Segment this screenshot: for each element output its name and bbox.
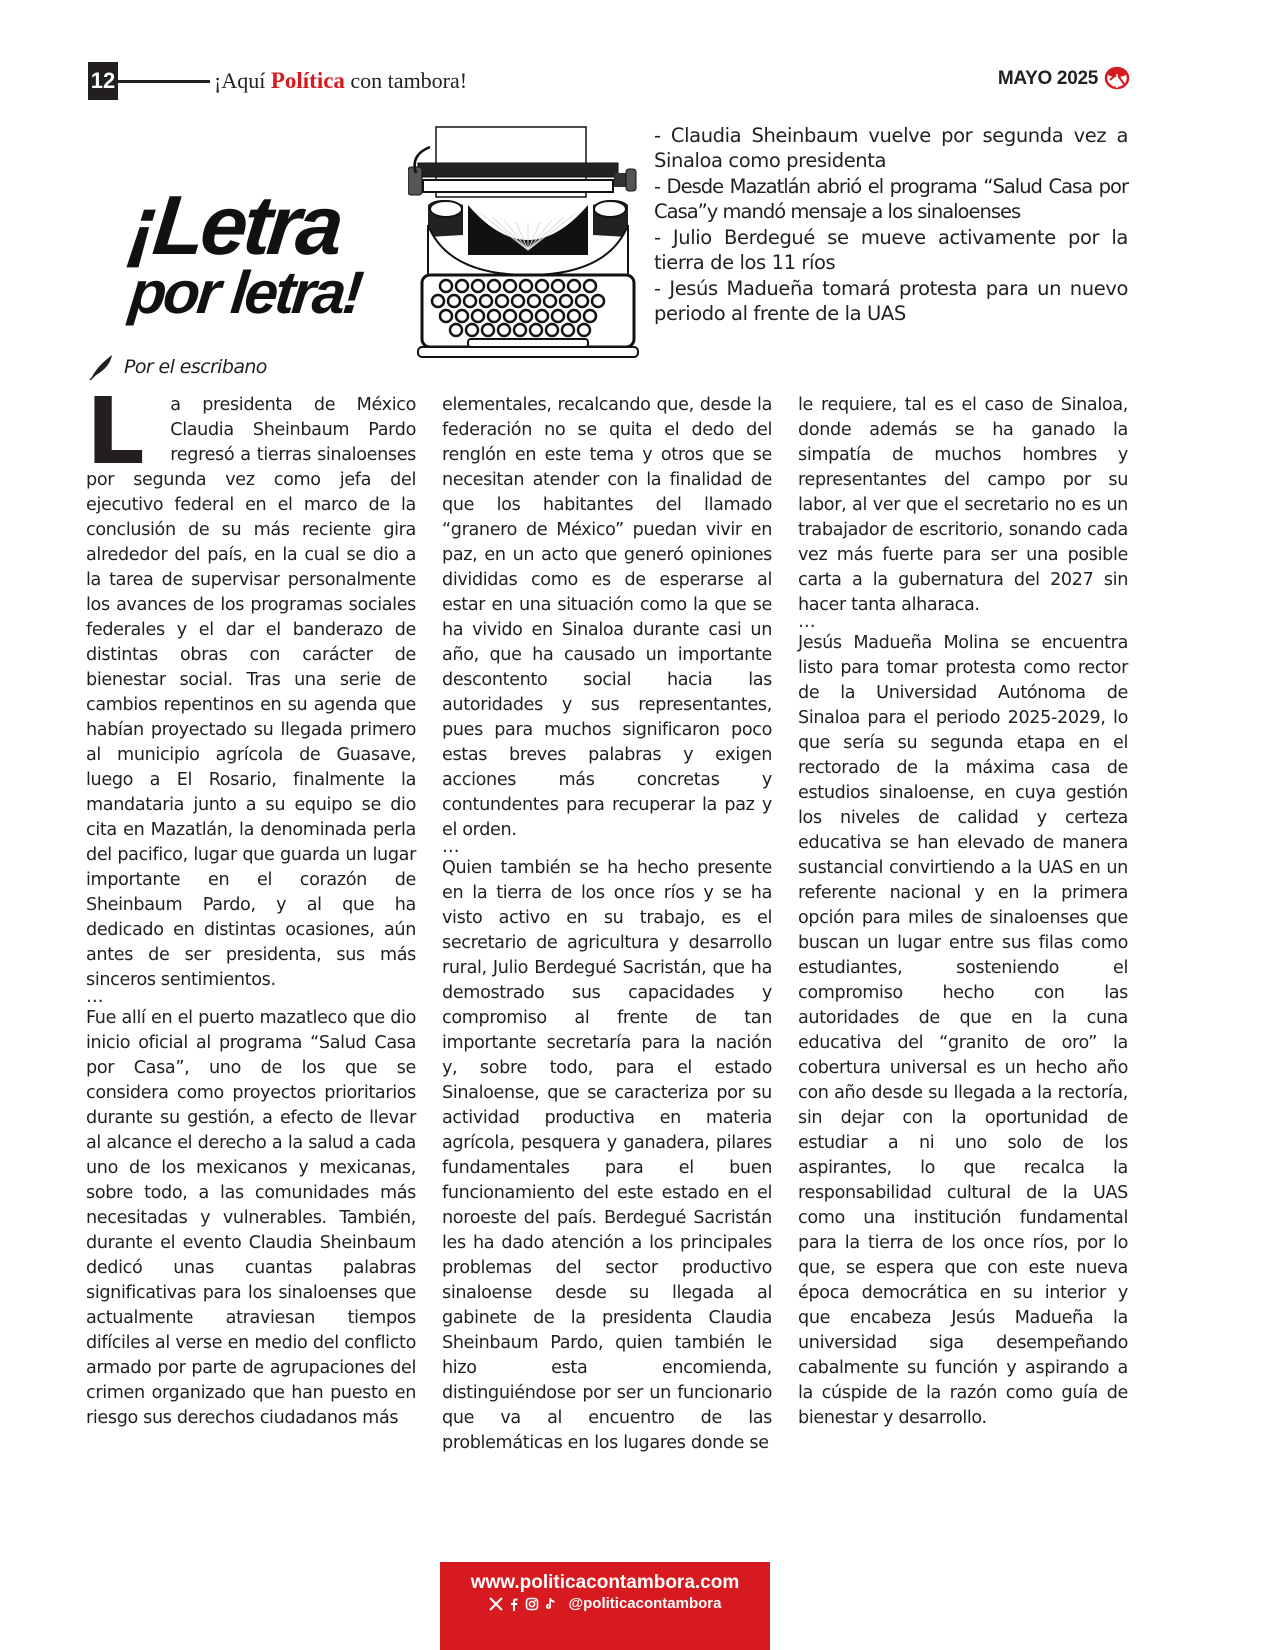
byline-author: Por el escribano <box>124 356 267 378</box>
header-rule <box>118 80 210 83</box>
x-icon[interactable] <box>489 1597 503 1611</box>
page-header <box>88 62 1140 102</box>
social-handle[interactable]: @politicacontambora <box>568 1595 722 1612</box>
slogan-pre: ¡Aquí <box>214 68 266 93</box>
section-separator: … <box>442 837 461 857</box>
section-title-line1: ¡Letra <box>125 178 345 272</box>
section-title <box>125 178 430 326</box>
article-column-1 <box>86 378 416 1431</box>
drop-cap: L <box>86 378 145 485</box>
slogan-post: con tambora! <box>350 68 468 93</box>
typewriter-illustration <box>408 125 648 360</box>
publication-slogan <box>214 66 467 96</box>
summary-item: - Jesús Madueña tomará protesta para un nuevo periodo al frente de la UAS <box>654 277 1128 325</box>
website-link[interactable]: www.politicacontambora.com <box>470 1572 740 1593</box>
paragraph: Fue allí en el puerto mazatleco que dio inicio oficial al programa “Salud Casa por Casa”, uno de los que se considera como proyectos prioritarios durante su gestión, a efecto de llevar al alcance el derecho a la salud a cada uno de los mexicanos y mexicanas, sobre todo, a las comunidades más necesitadas y vulnerables. También, durante el evento Claudia Sheinbaum dedicó unas cuantas palabras significativas para los sinaloenses que actualmente atraviesan tiempos difíciles al verse en medio del conflicto armado por parte de agrupaciones del crimen organizado que han puesto en riesgo sus derechos ciudadanos más <box>86 1008 416 1428</box>
footer-banner <box>440 1562 770 1650</box>
social-row <box>440 1594 770 1614</box>
section-separator: … <box>798 612 817 632</box>
article-body <box>86 378 1128 1453</box>
tambora-logo-icon <box>1102 62 1132 92</box>
paragraph <box>86 378 416 993</box>
article-column-2 <box>442 393 772 1456</box>
page-number: 12 <box>88 62 118 100</box>
section-title-line2: por letra! <box>126 259 364 326</box>
article-column-3 <box>798 393 1128 1431</box>
slogan-brand: Política <box>270 68 345 93</box>
summary-item: - Julio Berdegué se mueve activamente por la tierra de los 11 ríos <box>654 226 1128 274</box>
paragraph-text: a presidenta de México Claudia Sheinbaum Pardo regresó a tierras sinaloenses por segunda vez como jefa del ejecutivo federal en el marco de la conclusión de su más reciente gira alrededor del país, en la cual se dio a la tarea de supervisar personalmente los avances de los programas sociales federales y el dar el banderazo de distintas obras con carácter de bienestar social. Tras una serie de cambios repentinos en su agenda que habían proyectado su llegada primero al municipio agrícola de Guasave, luego a El Rosario, finalmente la mandataria junto a su equipo se dio cita en Mazatlán, la denominada perla del pacifico, lugar que guarda un lugar importante en el corazón de Sheinbaum Pardo, y al que ha dedicado en distintas ocasiones, aún antes de ser presidenta, sus más sinceros sentimientos. <box>86 395 416 990</box>
paragraph: Quien también se ha hecho presente en la tierra de los once ríos y se ha visto activo en su trabajo, es el secretario de agricultura y desarrollo rural, Julio Berdegué Sacristán, que ha demostrado sus capacidades y compromiso al frente de tan importante secretaría para la nación y, sobre todo, para el estado Sinaloense, que se caracteriza por su actividad productiva en materia agrícola, pesquera y ganadera, pilares fundamentales para el buen funcionamiento del este estado en el noroeste del país. Berdegué Sacristán les ha dado atención a los principales problemas del sector productivo sinaloense desde su llegada al gabinete de la presidenta Claudia Sheinbaum Pardo, quien también le hizo esta encomienda, distinguiéndose por ser un funcionario que va al encuentro de las problemáticas en los lugares donde se <box>442 858 772 1453</box>
section-separator: … <box>86 987 105 1007</box>
summary-list <box>654 123 1128 327</box>
facebook-icon[interactable] <box>507 1597 521 1611</box>
paragraph: le requiere, tal es el caso de Sinaloa, donde además se ha ganado la simpatía de muchos hombres y representantes del campo por su labor, al ver que el secretario no es un trabajador de escritorio, sonando cada vez más fuerte para ser una posible carta a la gubernatura del 2027 sin hacer tanta alharaca. <box>798 395 1128 615</box>
quill-icon <box>88 353 116 381</box>
instagram-icon[interactable] <box>525 1597 539 1611</box>
summary-item: - Claudia Sheinbaum vuelve por segunda vez a Sinaloa como presidenta <box>654 124 1128 172</box>
summary-item: - Desde Mazatlán abrió el programa “Salud Casa por Casa”y mandó mensaje a los sinaloenses <box>654 175 1128 223</box>
issue-date: MAYO 2025 <box>997 68 1098 89</box>
paragraph: Jesús Madueña Molina se encuentra listo para tomar protesta como rector de la Universidad Autónoma de Sinaloa para el periodo 2025-2029, lo que sería su segunda etapa en el rectorado de la máxima casa de estudios sinaloense, en cuya gestión los niveles de calidad y certeza educativa se han elevado de manera sustancial convirtiendo a la UAS en un referente nacional y en la primera opción para miles de sinaloenses que buscan un lugar entre sus filas como estudiantes, sosteniendo el compromiso hecho con las autoridades de que en la cuna educativa del “granito de oro” la cobertura universal es un hecho año con año desde su llegada a la rectoría, sin dejar con la oportunidad de estudiar a ni uno solo de los aspirantes, lo que recalca la responsabilidad cultural de la UAS como una institución fundamental para la tierra de los once ríos, por lo que, se espera que con este nueva época democrática en su interior y que encabeza Jesús Madueña la universidad siga desempeñando cabalmente su función y aspirando a la cúspide de la razón como guía de bienestar y desarrollo. <box>798 633 1128 1428</box>
tiktok-icon[interactable] <box>543 1597 557 1611</box>
paragraph: elementales, recalcando que, desde la federación no se quita el dedo del renglón en este tema y otros que se necesitan atender con la finalidad de que los habitantes del llamado “granero de México” puedan vivir en paz, en un acto que generó opiniones divididas como es de esperarse al estar en una situación como la que se ha vivido en Sinaloa durante casi un año, que ha causado un importante descontento social hacia las autoridades y sus representantes, pues para muchos significaron poco estas breves palabras y exigen acciones más concretas y contundentes para recuperar la paz y el orden. <box>442 395 772 840</box>
